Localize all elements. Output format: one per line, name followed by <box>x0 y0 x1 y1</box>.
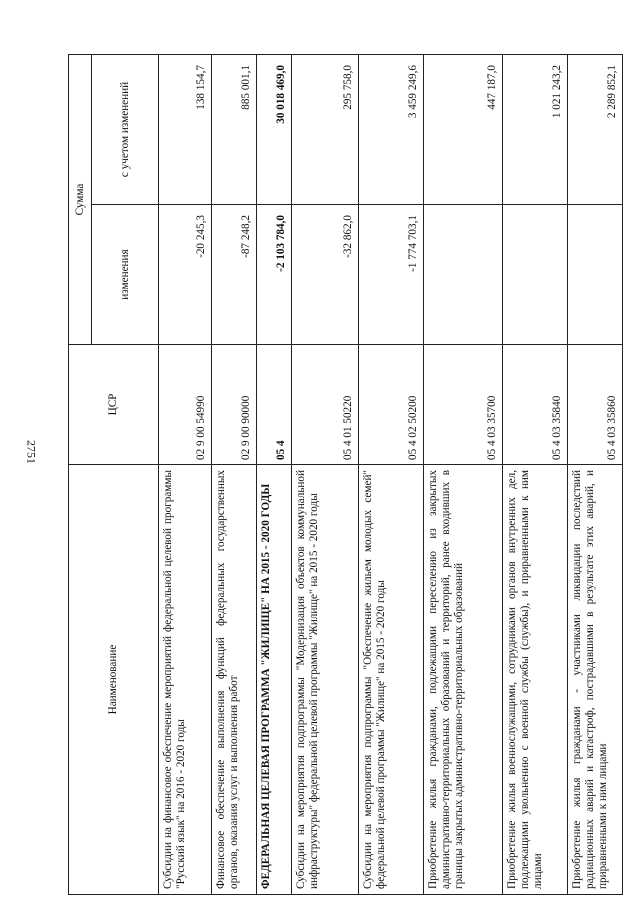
row-total: 447 187,0 <box>424 55 503 205</box>
row-total: 885 001,1 <box>212 55 257 205</box>
header-change: изменения <box>92 205 159 345</box>
row-change <box>424 205 503 345</box>
row-csr: 02 9 00 54990 <box>159 345 212 465</box>
header-name: Наименование <box>69 465 159 895</box>
row-name: Приобретение жилья гражданами - участниками ликвидации последствий радиационных аварий и катастроф, пострадавшими в результате этих аварий, и приравненными к ним лицами <box>568 465 623 895</box>
table-header-row <box>69 55 92 895</box>
table-row <box>292 55 359 895</box>
header-csr: ЦСР <box>69 345 159 465</box>
table-row <box>503 55 568 895</box>
row-total: 138 154,7 <box>159 55 212 205</box>
row-total: 30 018 469,0 <box>257 55 292 205</box>
row-change: -2 103 784,0 <box>257 205 292 345</box>
header-total: с учетом изменений <box>92 55 159 205</box>
rotated-table-area <box>68 55 619 895</box>
row-total: 295 758,0 <box>292 55 359 205</box>
table-row <box>359 55 424 895</box>
table-row <box>568 55 623 895</box>
row-total: 2 289 852,1 <box>568 55 623 205</box>
table-row <box>424 55 503 895</box>
table-row <box>159 55 212 895</box>
row-name: Финансовое обеспечение выполнения функций федеральных государственных органов, оказания услуг и выполнения работ <box>212 465 257 895</box>
row-csr: 05 4 <box>257 345 292 465</box>
budget-table <box>68 54 623 895</box>
row-change: -20 245,3 <box>159 205 212 345</box>
row-change: -32 862,0 <box>292 205 359 345</box>
row-csr: 05 4 02 50200 <box>359 345 424 465</box>
row-change <box>568 205 623 345</box>
page-number: 2751 <box>24 440 39 464</box>
row-csr: 05 4 03 35840 <box>503 345 568 465</box>
row-change <box>503 205 568 345</box>
row-csr: 05 4 01 50220 <box>292 345 359 465</box>
table-row <box>212 55 257 895</box>
row-total: 3 459 249,6 <box>359 55 424 205</box>
row-csr: 05 4 03 35700 <box>424 345 503 465</box>
header-sum: Сумма <box>69 55 92 345</box>
row-name: ФЕДЕРАЛЬНАЯ ЦЕЛЕВАЯ ПРОГРАММА "ЖИЛИЩЕ" НА 2015 - 2020 ГОДЫ <box>257 465 292 895</box>
row-name: Субсидии на мероприятия подпрограммы "Обеспечение жильем молодых семей" федеральной целевой программы "Жилище" на 2015 - 2020 годы <box>359 465 424 895</box>
budget-table-wrapper <box>68 55 619 895</box>
row-name: Субсидии на мероприятия подпрограммы "Модернизация объектов коммунальной инфраструктуры" федеральной целевой программы "Жилище" на 2015 - 2020 годы <box>292 465 359 895</box>
row-name: Субсидии на финансовое обеспечение мероприятий федеральной целевой программы "Русский язык" на 2016 - 2020 годы <box>159 465 212 895</box>
table-row-program <box>257 55 292 895</box>
row-total: 1 021 243,2 <box>503 55 568 205</box>
row-name: Приобретение жилья гражданами, подлежащими переселению из закрытых административно-территориальных образований и территорий, ранее входивших в границы закрытых административно-территориальных образований <box>424 465 503 895</box>
row-name: Приобретение жилья военнослужащими, сотрудниками органов внутренних дел, подлежащими увольнению с военной службы (службы), и приравненными к ним лицами <box>503 465 568 895</box>
row-change: -1 774 703,1 <box>359 205 424 345</box>
row-csr: 02 9 00 90000 <box>212 345 257 465</box>
row-change: -87 248,2 <box>212 205 257 345</box>
row-csr: 05 4 03 35860 <box>568 345 623 465</box>
